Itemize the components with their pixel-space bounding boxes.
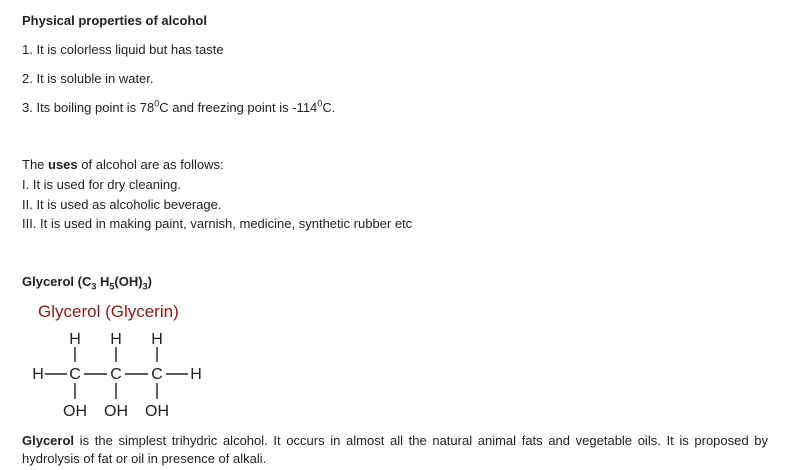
glycerol-heading xyxy=(22,274,152,290)
glycerol-description xyxy=(22,432,768,468)
glycerol-heading-c: (OH) xyxy=(114,274,143,289)
uses-intro xyxy=(22,157,224,173)
oh-1: OH xyxy=(63,403,87,420)
carbon-1: C xyxy=(69,366,81,383)
left-h: H xyxy=(32,366,44,383)
glycerol-heading-d: ) xyxy=(147,274,152,289)
carbon-2: C xyxy=(110,366,122,383)
top-h-1: H xyxy=(69,331,81,348)
glycerol-sub-1: 3 xyxy=(91,281,97,292)
glycerol-heading-b: H xyxy=(96,274,110,289)
property-item-3-text-c: C. xyxy=(322,100,336,115)
uses-intro-a: The xyxy=(22,157,49,172)
use-item-2: II. It is used as alcoholic beverage. xyxy=(22,197,222,212)
oh-3: OH xyxy=(145,403,169,420)
figure-title: Glycerol (Glycerin) xyxy=(38,302,179,321)
degree-sup-1: 0 xyxy=(154,98,160,109)
degree-sup-2: 0 xyxy=(317,98,323,109)
glycerol-sub-2: 5 xyxy=(109,281,115,292)
glycerol-description-text: is the simplest trihydric alcohol. It occurs in almost all the natural animal fats and vegetable oils. It is proposed by hydrolysis of fat or oil in presence of alkali. xyxy=(22,433,768,466)
use-item-1: I. It is used for dry cleaning. xyxy=(22,177,181,192)
properties-heading: Physical properties of alcohol xyxy=(22,13,207,28)
glycerol-structure-figure xyxy=(20,298,220,422)
use-item-3: III. It is used in making paint, varnish, medicine, synthetic rubber etc xyxy=(22,216,413,231)
property-item-2: 2. It is soluble in water. xyxy=(22,71,154,86)
glycerol-heading-a: Glycerol (C xyxy=(22,274,92,289)
property-item-3 xyxy=(22,100,335,116)
right-h: H xyxy=(190,366,202,383)
uses-intro-bold: uses xyxy=(48,157,78,172)
uses-intro-b: of alcohol are as follows: xyxy=(77,157,224,172)
glycerol-sub-3: 3 xyxy=(142,281,148,292)
property-item-3-text-a: 3. Its boiling point is 78 xyxy=(22,100,155,115)
oh-2: OH xyxy=(104,403,128,420)
top-h-3: H xyxy=(151,331,163,348)
glycerol-description-bold: Glycerol xyxy=(22,433,75,448)
carbon-3: C xyxy=(151,366,163,383)
property-item-3-text-b: C and freezing point is -114 xyxy=(159,100,318,115)
top-h-2: H xyxy=(110,331,122,348)
property-item-1: 1. It is colorless liquid but has taste xyxy=(22,42,224,57)
